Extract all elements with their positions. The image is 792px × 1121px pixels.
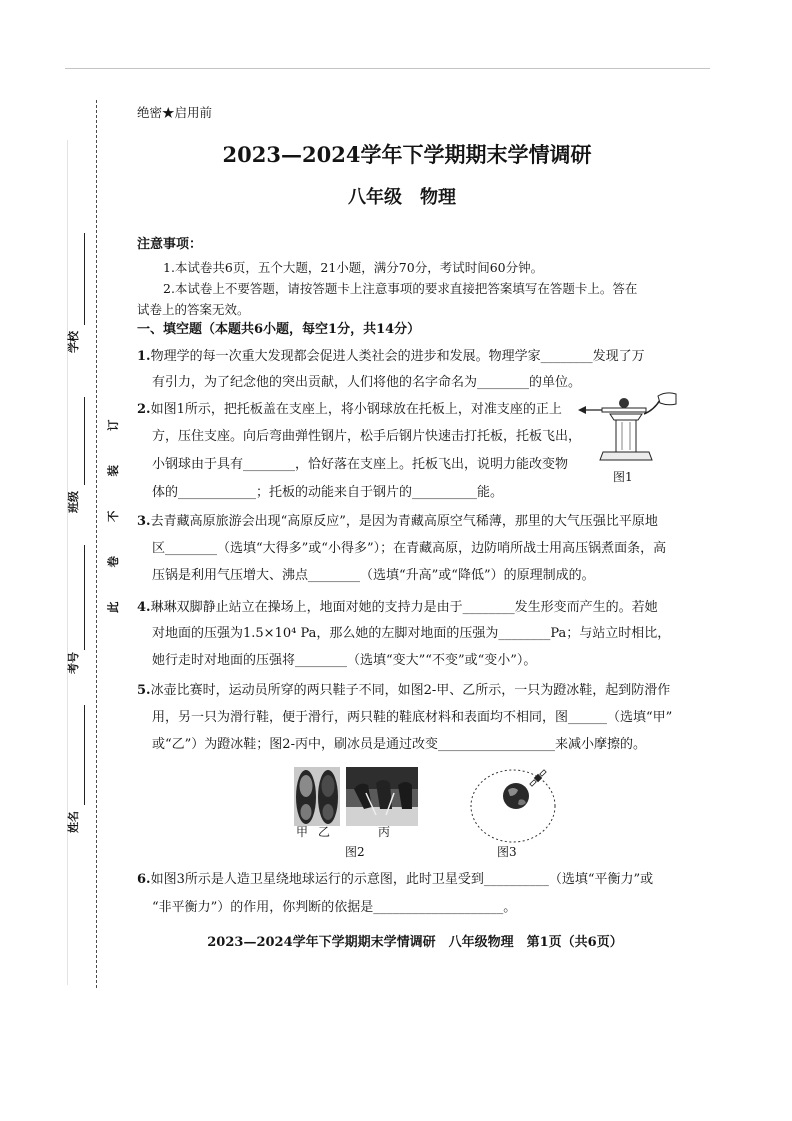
hand [658,393,676,405]
question-3-number: 3. [137,514,151,529]
question-3-text-1: 去青藏高原旅游会出现“高原反应”，是因为青藏高原空气稀薄，那里的大气压强比平原地 [150,514,658,529]
question-2-text-1: 如图1所示，把托板盖在支座上，将小钢球放在托板上，对准支座的正上 [150,402,562,417]
left-shoe-sole [296,770,316,824]
question-1-text-1: 物理学的每一次重大发现都会促进人类社会的进步和发展。物理学家________发现了万 [150,349,645,364]
exam-number-label: 考号 [67,652,80,674]
question-6-text-1: 如图3所示是人造卫星绕地球运行的示意图，此时卫星受到__________（选填“平衡力”或 [150,872,654,887]
left-sole-heel-pad [301,804,312,820]
support-plate [602,408,646,412]
satellite-panel-right [540,770,546,776]
ice-surface [346,807,418,826]
question-6-number: 6. [137,872,151,887]
name-label: 姓名 [67,811,80,833]
name-blank-line [84,705,85,805]
top-rule [65,68,710,69]
figure-1-apparatus [572,390,680,462]
support-base [600,452,652,460]
question-2-number: 2. [137,402,151,417]
question-6-line-1 [137,871,653,889]
question-4-line-3: 她行走时对地面的压强将________（选填“变大”“不变”或“变小”）。 [152,653,537,668]
question-3-line-3: 压锅是利用气压增大、沸点________（选填“升高”或“降低”）的原理制成的。 [152,568,595,583]
left-sole-front-pad [300,775,313,797]
question-4-text-1: 琳琳双脚静止站立在操场上，地面对她的支持力是由于________发生形变而产生的。若她 [150,600,658,615]
question-5-line-1 [137,682,670,700]
class-blank-line [84,397,85,485]
figure-1-caption: 图1 [613,470,633,484]
question-5-line-2: 用，另一只为滑行鞋，便于滑行，两只鞋的鞋底材料和表面均不相同，图______（选填“甲” [152,710,673,725]
class-label: 班级 [67,491,80,513]
question-6-line-2: “非平衡力”）的作用，你判断的依据是____________________。 [152,900,517,915]
satellite-panel-left [530,780,536,786]
question-3-line-2: 区________（选填“大得多”或“小得多”）；在青藏高原，边防哨所战士用高压锅煮面条，高 [152,541,667,556]
support-column [616,420,636,452]
right-sole-front-pad [322,775,335,797]
exam-number-blank-line [84,545,85,650]
figure-3-caption: 图3 [497,845,517,859]
steel-ball [619,398,629,408]
right-shoe-sole [318,770,338,824]
question-1-line-2: 有引力，为了纪念他的突出贡献，人们将他的名字命名为________的单位。 [152,375,582,390]
question-3-line-1 [137,513,658,531]
figure-2-caption: 图2 [345,845,365,859]
figure-2-label-bing: 丙 [378,825,391,839]
school-blank-line [84,233,85,325]
instruction-line-3: 试卷上的答案无效。 [137,302,250,317]
right-sole-heel-pad [323,804,334,820]
instruction-line-2: 2.本试卷上不要答题，请按答题卡上注意事项的要求直接把答案填写在答题卡上。答在 [163,281,638,296]
question-2-line-4: 体的____________；托板的动能来自于钢片的__________能。 [152,485,504,500]
binding-notice: 此卷不装订 [106,385,120,613]
page-title: 2023—2024学年下学期期末学情调研 [222,142,592,167]
direction-arrowhead [578,406,586,414]
question-1-line-1 [137,348,645,366]
satellite [529,769,547,787]
instruction-line-1: 1.本试卷共6页，五个大题，21小题，满分70分，考试时间60分钟。 [163,260,544,275]
question-5-line-3: 或“乙”）为蹬冰鞋；图2-丙中，刷冰员是通过改变__________________来减小摩擦的。 [152,737,646,752]
earth [503,783,529,809]
figure-2-shoe-soles-photo [294,767,340,826]
question-4-line-2: 对地面的压强为1.5×10⁴ Pa，那么她的左脚对地面的压强为________Pa；与站立时相比， [152,626,671,641]
question-5-number: 5. [137,683,151,698]
page-subtitle: 八年级 物理 [348,187,456,208]
figure-2-label-jia: 甲 [296,825,309,839]
question-2-line-1 [137,401,562,419]
question-2-line-2: 方，压住支座。向后弯曲弹性钢片，松手后钢片快速击打托板，托板飞出， [152,429,582,444]
figure-3-satellite-orbit [466,766,560,846]
question-1-number: 1. [137,349,151,364]
section-heading: 一、填空题（本题共6小题，每空1分，共14分） [137,322,421,337]
figure-2-label-yi: 乙 [318,825,331,839]
instructions-heading: 注意事项： [137,237,203,252]
question-4-number: 4. [137,600,151,615]
question-5-text-1: 冰壶比赛时，运动员所穿的两只鞋子不同，如图2-甲、乙所示，一只为蹬冰鞋，起到防滑作 [150,683,671,698]
binding-margin [62,100,122,990]
question-2-line-3: 小钢球由于具有________，恰好落在支座上。托板飞出，说明力能改变物 [152,457,569,472]
figure-2-curling-sweepers-photo [346,767,418,826]
page-footer: 2023—2024学年下学期期末学情调研 八年级物理 第1页（共6页） [207,935,623,950]
secrecy-label: 绝密★启用前 [137,105,213,120]
school-label: 学校 [67,331,80,353]
question-4-line-1 [137,599,658,617]
support-cup [610,414,642,420]
